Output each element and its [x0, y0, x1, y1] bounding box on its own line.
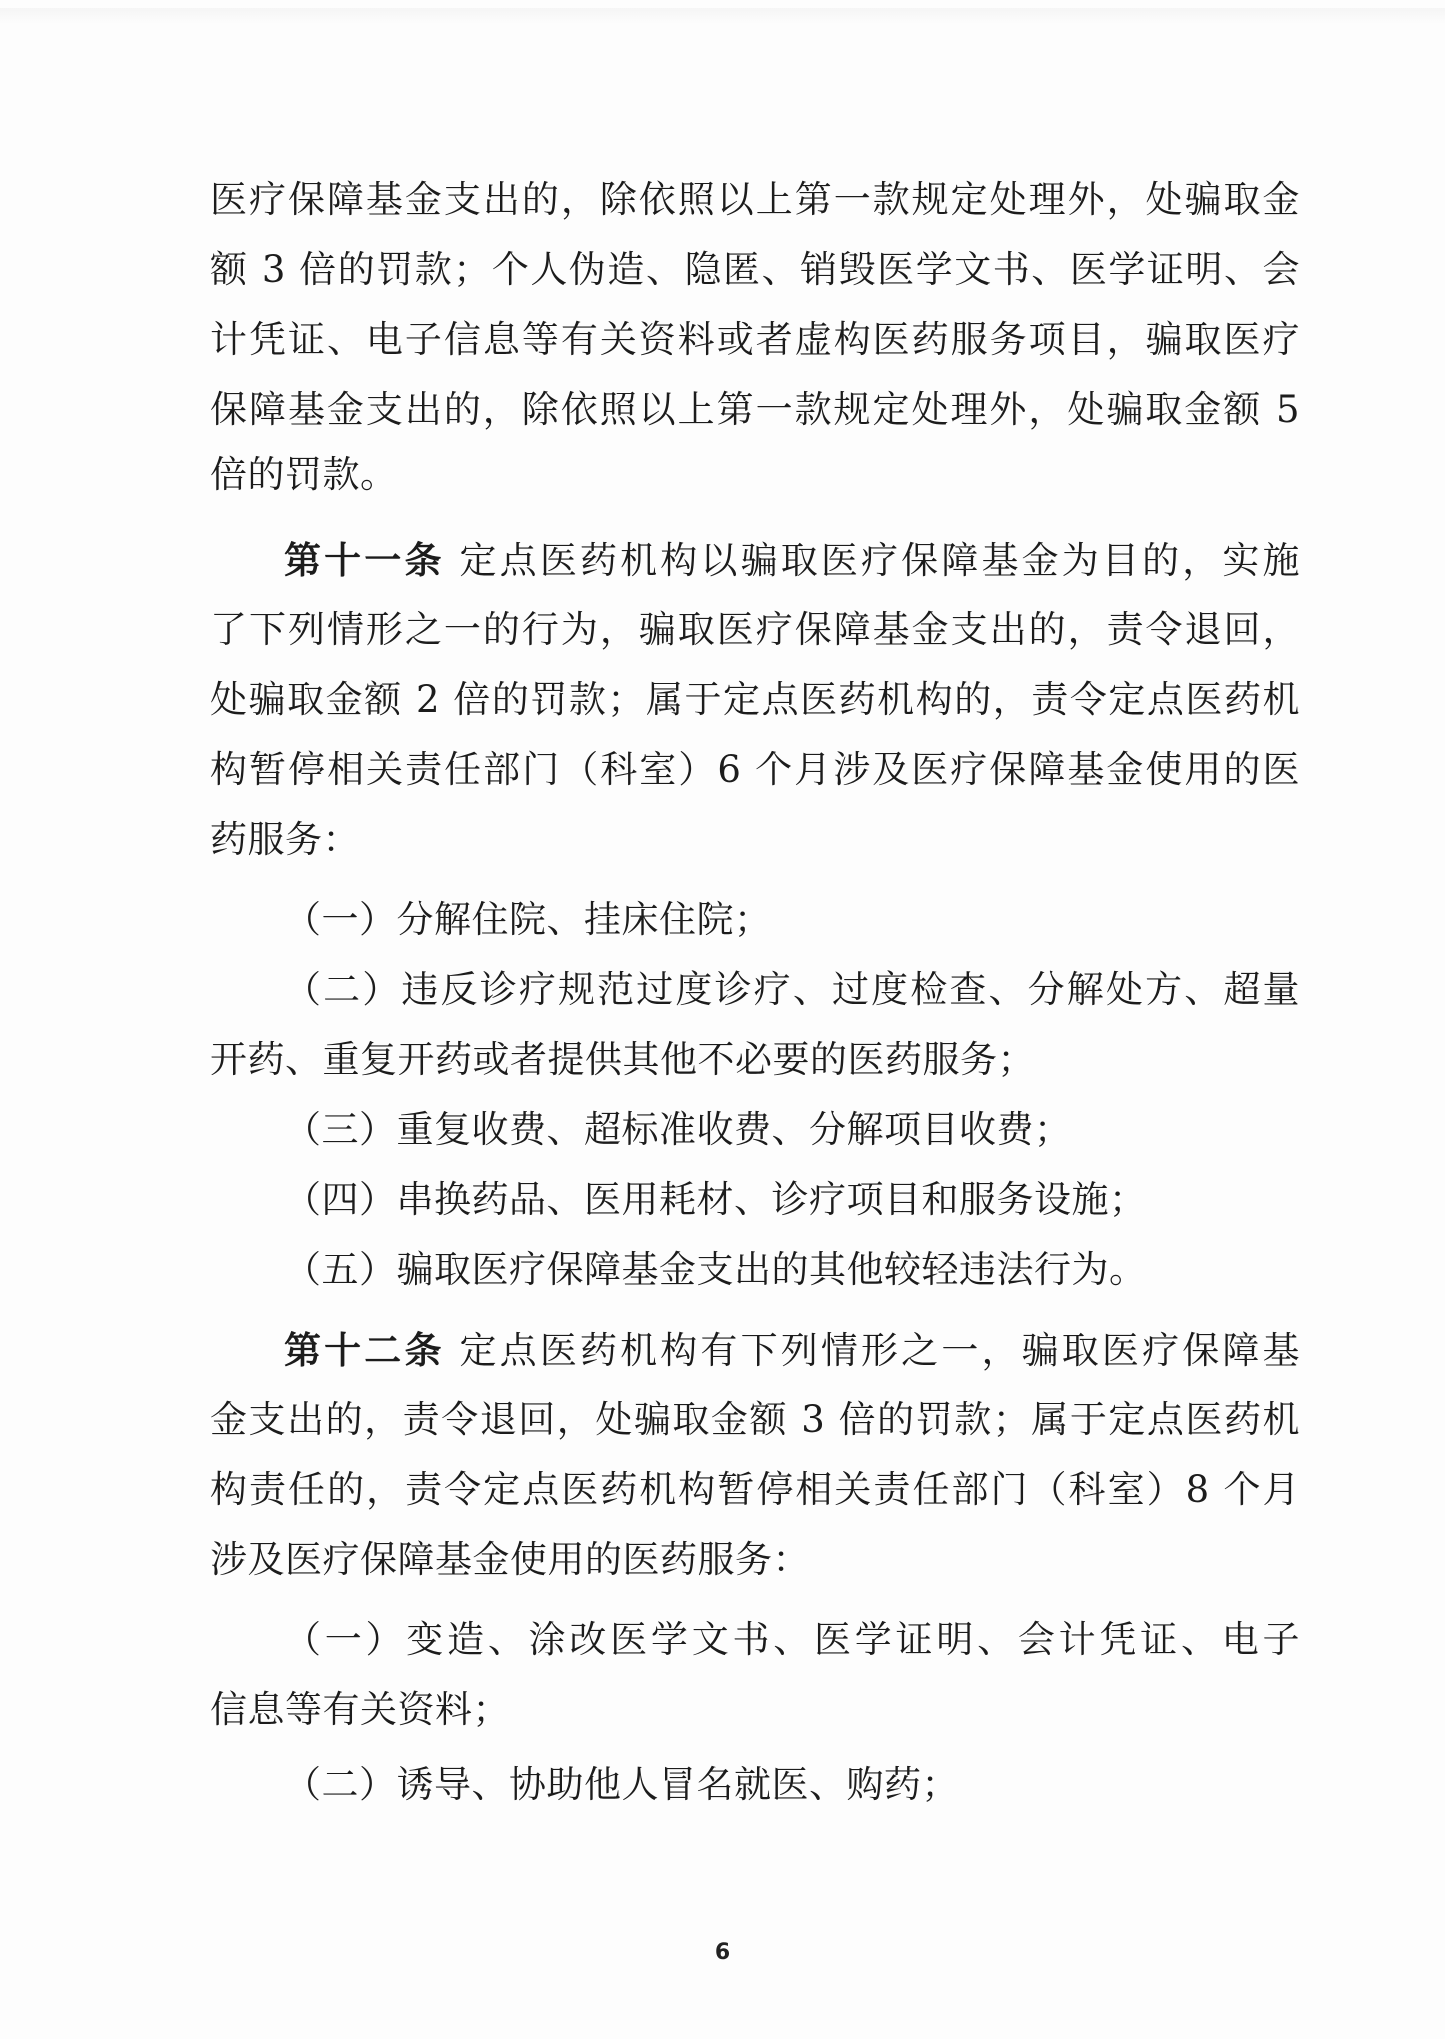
- line-text: 构暂停相关责任部门（科室）6 个月涉及医疗保障基金使用的医: [210, 748, 1300, 791]
- text-line: [210, 1030, 1035, 1090]
- article-number: 第十一条: [284, 538, 445, 582]
- text-line: [284, 1240, 1147, 1300]
- article-heading-line: [284, 530, 1300, 590]
- text-line: [210, 170, 1300, 230]
- text-line: [210, 1460, 1300, 1520]
- line-text: 计凭证、电子信息等有关资料或者虚构医药服务项目，骗取医疗: [210, 318, 1300, 361]
- text-line: [210, 1390, 1300, 1450]
- line-text: 医疗保障基金支出的，除依照以上第一款规定处理外，处骗取金: [210, 178, 1300, 221]
- line-text: 开药、重复开药或者提供其他不必要的医药服务；: [210, 1038, 1035, 1081]
- text-line: [210, 670, 1300, 730]
- text-line: [210, 240, 1300, 300]
- article-number: 第十二条: [284, 1328, 445, 1372]
- text-line: [284, 960, 1300, 1020]
- text-line: [284, 1170, 1147, 1230]
- line-text: 保障基金支出的，除依照以上第一款规定处理外，处骗取金额 5: [210, 388, 1300, 431]
- text-line: [284, 1610, 1300, 1670]
- text-line: [284, 890, 772, 950]
- line-text: （四）串换药品、医用耗材、诊疗项目和服务设施；: [284, 1178, 1147, 1221]
- line-text: （五）骗取医疗保障基金支出的其他较轻违法行为。: [284, 1248, 1147, 1291]
- line-text: 定点医药机构有下列情形之一，骗取医疗保障基: [459, 1329, 1301, 1372]
- text-line: [210, 1680, 510, 1740]
- text-line: [210, 1530, 810, 1590]
- line-text: 药服务：: [210, 818, 360, 861]
- line-text: （三）重复收费、超标准收费、分解项目收费；: [284, 1108, 1072, 1151]
- line-text: （一）变造、涂改医学文书、医学证明、会计凭证、电子: [284, 1618, 1300, 1661]
- line-text: 定点医药机构以骗取医疗保障基金为目的，实施: [459, 539, 1301, 582]
- line-text: 构责任的，责令定点医药机构暂停相关责任部门（科室）8 个月: [210, 1468, 1300, 1511]
- line-text: （二）诱导、协助他人冒名就医、购药；: [284, 1763, 959, 1806]
- text-line: [210, 740, 1300, 800]
- text-line: [210, 445, 398, 505]
- page-number: 6: [714, 1940, 731, 1965]
- line-text: （二）违反诊疗规范过度诊疗、过度检查、分解处方、超量: [284, 968, 1300, 1011]
- text-line: [284, 1755, 959, 1815]
- line-text: 处骗取金额 2 倍的罚款；属于定点医药机构的，责令定点医药机: [210, 678, 1300, 721]
- line-text: 信息等有关资料；: [210, 1688, 510, 1731]
- line-text: 涉及医疗保障基金使用的医药服务：: [210, 1538, 810, 1581]
- text-line: [210, 380, 1300, 440]
- text-line: [210, 810, 360, 870]
- article-heading-line: [284, 1320, 1300, 1380]
- line-text: 金支出的，责令退回，处骗取金额 3 倍的罚款；属于定点医药机: [210, 1398, 1300, 1441]
- line-text: 了下列情形之一的行为，骗取医疗保障基金支出的，责令退回，: [210, 608, 1300, 651]
- text-line: [210, 310, 1300, 370]
- spacer: [445, 539, 460, 582]
- text-line: [210, 600, 1300, 660]
- line-text: 额 3 倍的罚款；个人伪造、隐匿、销毁医学文书、医学证明、会: [210, 248, 1300, 291]
- text-line: [284, 1100, 1072, 1160]
- scan-artifact: [0, 8, 1445, 24]
- line-text: （一）分解住院、挂床住院；: [284, 898, 772, 941]
- spacer: [445, 1329, 460, 1372]
- line-text: 倍的罚款。: [210, 453, 398, 496]
